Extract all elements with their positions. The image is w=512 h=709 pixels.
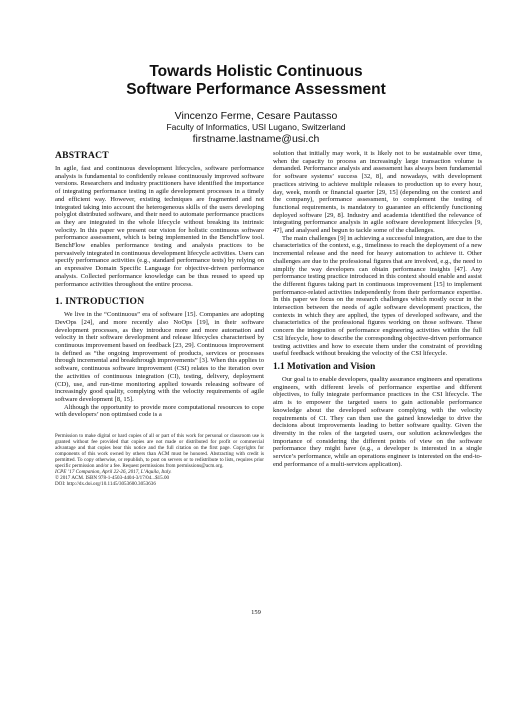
permission-notice: Permission to make digital or hard copies of all or part of this work for personal or classroom use is granted without fee provided that copies are not made or distributed for profit or commercial advantage and that copies bear this notice and the full citation on the first page. Copyrights for components of this work owned by others than ACM must be honored. Abstracting with credit is permitted. To copy otherwise, or republish, to post on servers or to redistribute to lists, requires prior specific permission and/or a fee. Request permissions from permissions@acm.org. — [55, 433, 264, 470]
abstract-heading: ABSTRACT — [55, 150, 109, 161]
author-email: firstname.lastname@usi.ch — [192, 133, 320, 145]
doi-line: DOI: http://dx.doi.org/10.1145/3053600.3053636 — [55, 481, 156, 488]
title-line-2: Software Performance Assessment — [126, 81, 386, 98]
intro-paragraph-2: Although the opportunity to provide more computational resources to cope with developers’ non optimised code is a — [55, 403, 264, 419]
intro-paragraph-1: We live in the “Continuous” era of software [15]. Companies are adopting DevOps [24], and more recently also NoOps [19], in their software development processes, as they introduce more and more automation and velocity in their software development and release lifecycles characterised by continuous improvement based on feedback [23, 29]. Continuous improvement is defined as “the ongoing improvement of products, services or processes through incremental and breakthrough improvements” [3]. When this applies to software, continuous software improvement (CSI) relates to the iteration over the activities of continuous integration (CI), testing, delivery, deployment (CD), use, and run-time monitoring applied towards releasing software of increasingly good quality, complying with the velocity requirements of agile software development [8, 15]. — [55, 311, 264, 403]
introduction-heading: 1. INTRODUCTION — [55, 296, 145, 308]
title-line-1: Towards Holistic Continuous — [149, 63, 363, 80]
author-affiliation: Faculty of Informatics, USI Lugano, Switzerland — [166, 122, 346, 132]
author-names: Vincenzo Ferme, Cesare Pautasso — [174, 110, 338, 122]
permission-footnote — [55, 433, 264, 487]
right-column — [273, 150, 482, 468]
motivation-paragraph: Our goal is to enable developers, quality assurance engineers and operations engineers, with different levels of performance expertise and different objectives, to fully integrate performance practices in the CSI lifecycle. The aim is to empower the targeted users to gain actionable performance knowledge about the developed software complying with the velocity requirements of CI. They can then use the gained knowledge to drive the decisions about improvements leading to better software quality. Given the diversity in the roles of the targeted users, our solution acknowledges the importance of considering the different points of view on the software performance they might have (e.g., a developer is interested in a single service’s performance, while an operations engineer is interested on the end-to-end performance of a multi-services application). — [273, 375, 482, 468]
right-paragraph-1: solution that initially may work, it is likely not to be sustainable over time, when the capacity to process an increasingly large transaction volume is demanded. Performance analysis and assessment has always been fundamental for software systems’ success [32, 8], and nowadays, with development practices striving to achieve multiple releases to production up to every hour, day, week, month or financial quarter [29, 15] (depending on the context and the company), performance assessment, to complement the testing of functional requirements, is mandatory to guarantee an efficiently functioning deployed software [29, 8]. Industry and academia identified the relevance of integrating performance analysis in agile software development lifecycles [9, 47], and analysed and begun to tackle some of the challenges. — [273, 150, 482, 235]
left-column — [55, 150, 264, 488]
conference-venue: ICPE ’17 Companion, April 22-26, 2017, L’Aquila, Italy. — [55, 469, 172, 476]
motivation-subheading: 1.1 Motivation and Vision — [273, 361, 376, 372]
copyright-line: © 2017 ACM. ISBN 978-1-4503-4404-3/17/04...$15.00 — [55, 475, 170, 482]
page-number: 159 — [251, 609, 261, 616]
author-block — [0, 110, 512, 146]
abstract-text: In agile, fast and continuous development lifecycles, software performance analysis is fundamental to confidently release continuously improved software versions. Researchers and industry practitioners have identified the importance of integrating performance testing in agile development processes in a timely and efficient way. However, existing techniques are fragmented and not integrated taking into account the heterogeneous skills of the users developing polyglot distributed software, and their need to automate performance practices as they are integrated in the whole lifecycle without breaking its intrinsic velocity. In this paper we present our vision for holistic continuous software performance assessment, which is being implemented in the BenchFlow tool. BenchFlow enables performance testing and analysis practices to be pervasively integrated in continuous development lifecycle activities. Users can specify performance activities (e.g., standard performance tests) by relying on an expressive Domain Specific Language for objective-driven performance analysis. Collected performance knowledge can be thus reused to speed up performance activities throughout the entire process. — [55, 165, 264, 288]
right-paragraph-2: The main challenges [9] in achieving a successful integration, are due to the characteristics of the context, e.g., timeliness to reach the deployment of a new incremental release and the need for heavy automation to achieve it. Other challenges are due to the professional figures that are involved, e.g., the need to simplify the way developers can obtain performance insights [47]. Any performance testing practice introduced in this context should enable and assist the different figures taking part in continuous improvement [15] to implement performance-related activities independently from their performance expertise. In this paper we focus on the research challenges which mostly occur in the intersection between the needs of agile software development practices, the contexts in which they are applied, the types of developed software, and the characteristics of the professional figures working on those software. These concern the integration of performance engineering activities within the full CSI lifecycle, how to describe the corresponding objective-driven performance testing activities and how to execute them under the constraint of providing useful feedback without breaking the velocity of the CSI lifecycle. — [273, 234, 482, 358]
paper-title — [0, 63, 512, 99]
